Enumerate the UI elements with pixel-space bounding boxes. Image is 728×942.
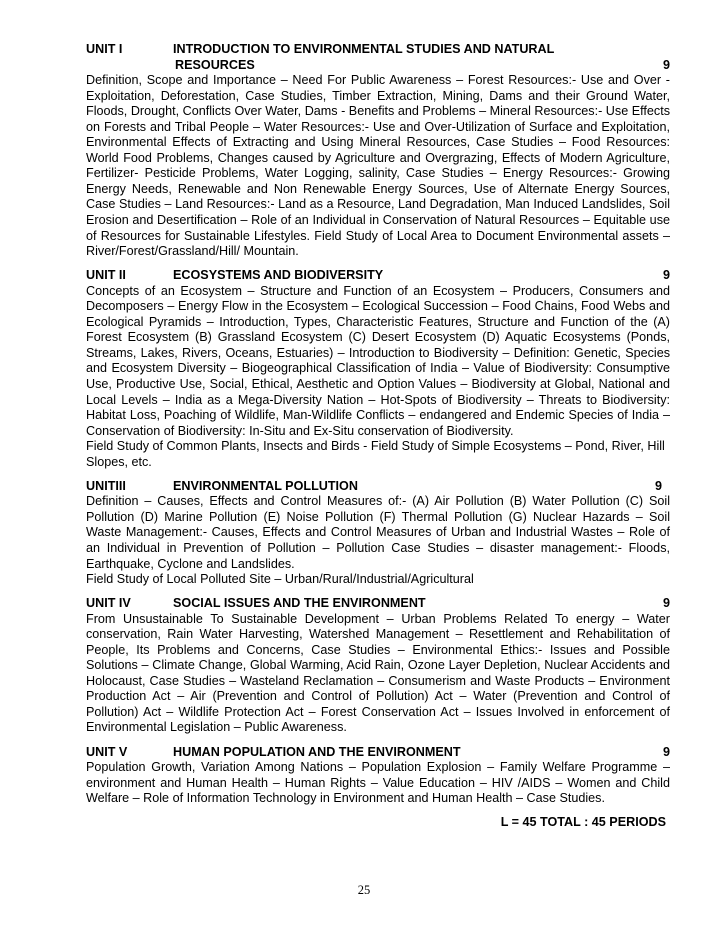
unit-title-continued: RESOURCES (175, 57, 255, 72)
unit-title: ENVIRONMENTAL POLLUTION (173, 478, 358, 493)
unit-title: INTRODUCTION TO ENVIRONMENTAL STUDIES AND NATURAL (173, 42, 555, 56)
unit-title: HUMAN POPULATION AND THE ENVIRONMENT (173, 744, 461, 759)
unit-2-field-study: Field Study of Common Plants, Insects and Birds - Field Study of Simple Ecosystems – Pond, River, Hill Slopes, etc. (86, 439, 665, 469)
unit-hours: 9 (662, 57, 670, 72)
unit-label: UNIT V (86, 744, 128, 759)
syllabus-page (86, 42, 670, 831)
unit-3-field-study: Field Study of Local Polluted Site – Urban/Rural/Industrial/Agricultural (86, 572, 474, 587)
total-periods: L = 45 TOTAL : 45 PERIODS (500, 815, 666, 830)
unit-1-heading-line2 (86, 58, 670, 74)
unit-hours: 9 (662, 744, 670, 759)
unit-4 (86, 596, 670, 736)
unit-hours: 9 (654, 478, 662, 493)
unit-3 (86, 479, 670, 588)
unit-title: ECOSYSTEMS AND BIODIVERSITY (173, 268, 384, 283)
unit-title: SOCIAL ISSUES AND THE ENVIRONMENT (173, 596, 426, 611)
unit-2-heading (86, 268, 670, 284)
unit-3-heading (86, 479, 670, 495)
unit-label: UNIT II (86, 268, 126, 283)
unit-1 (86, 42, 670, 260)
unit-4-heading (86, 596, 670, 612)
unit-label: UNIT IV (86, 596, 131, 611)
unit-5-heading (86, 745, 670, 761)
unit-3-content: Definition – Causes, Effects and Control Measures of:- (A) Air Pollution (B) Water Pollution (C) Soil Pollution (D) Marine Pollution (E) Noise Pollution (F) Thermal Pollution (G) Nuclear Hazards – Soil Waste Management:- Causes, Effects and Control Measures of Urban and Industrial Wastes – Role of an Individual in Prevention of Pollution – Pollution Case Studies – disaster management:- Floods, Earthquake, Cyclone and Landslides. (86, 494, 670, 571)
unit-hours: 9 (662, 268, 670, 283)
unit-5 (86, 745, 670, 807)
unit-5-content: Population Growth, Variation Among Nations – Population Explosion – Family Welfare Programme – environment and Human Health – Human Rights – Value Education – HIV /AIDS – Women and Child Welfare – Role of Information Technology in Environment and Human Health – Case Studies. (86, 760, 670, 806)
unit-2-content: Concepts of an Ecosystem – Structure and Function of an Ecosystem – Producers, Consumers and Decomposers – Energy Flow in the Ecosystem – Ecological Succession – Food Chains, Food Webs and Ecological Pyramids – Introduction, Types, Characteristic Features, Structure and Function of the (A) Forest Ecosystem (B) Grassland Ecosystem (C) Desert Ecosystem (D) Aquatic Ecosystems (Ponds, Streams, Lakes, Rivers, Oceans, Estuaries) – Introduction to Biodiversity – Definition: Genetic, Species and Ecosystem Diversity – Biogeographical Classification of India – Value of Biodiversity: Consumptive Use, Productive Use, Social, Ethical, Aesthetic and Option Values – Biodiversity at Global, National and Local Levels – India as a Mega-Diversity Nation – Hot-Spots of Biodiversity – Threats to Biodiversity: Habitat Loss, Poaching of Wildlife, Man-Wildlife Conflicts – endangered and Endemic Species of India – Conservation of Biodiversity: In-Situ and Ex-Situ conservation of Biodiversity. (86, 283, 670, 438)
unit-1-heading (86, 42, 670, 58)
unit-label: UNITIII (86, 478, 126, 493)
unit-hours: 9 (662, 596, 670, 611)
page-number: 25 (357, 883, 371, 897)
unit-1-content: Definition, Scope and Importance – Need For Public Awareness – Forest Resources:- Use and Over - Exploitation, Deforestation, Case Studies, Timber Extraction, Mining, Dams and their Ground Water, Floods, Drought, Conflicts Over Water, Dams - Benefits and Problems – Mineral Resources:- Use Effects on Forests and Tribal People – Water Resources:- Use and Over-Utilization of Surface and Exploitation, Environmental Effects of Extracting and Using Mineral Resources, Case Studies – Food Resources: World Food Problems, Changes caused by Agriculture and Overgrazing, Effects of Modern Agriculture, Fertilizer- Pesticide Problems, Water Logging, salinity, Case Studies – Energy Resources:- Growing Energy Needs, Renewable and Non Renewable Energy Sources, Use of Alternate Energy Sources, Case Studies – Land Resources:- Land as a Resource, Land Degradation, Man Induced Landslides, Soil Erosion and Desertification – Role of an Individual in Conservation of Natural Resources – Equitable use of Resources for Sustainable Lifestyles. Field Study of Local Area to Document Environmental assets – River/Forest/Grassland/Hill/ Mountain. (86, 73, 670, 259)
unit-2 (86, 268, 670, 470)
unit-4-content: From Unsustainable To Sustainable Development – Urban Problems Related To energy – Water conservation, Rain Water Harvesting, Watershed Management – Resettlement and Rehabilitation of People, Its Problems and Concerns, Case Studies – Environmental Ethics:- Issues and Possible Solutions – Climate Change, Global Warming, Acid Rain, Ozone Layer Depletion, Nuclear Accidents and Holocaust, Case Studies – Wasteland Reclamation – Consumerism and Waste Products – Environment Production Act – Air (Prevention and Control of Pollution) Act – Water (Prevention and Control of Pollution) Act – Wildlife Protection Act – Forest Conservation Act – Issues Involved in enforcement of Environmental Legislation – Public Awareness. (86, 611, 670, 735)
unit-label: UNIT I (86, 42, 123, 56)
